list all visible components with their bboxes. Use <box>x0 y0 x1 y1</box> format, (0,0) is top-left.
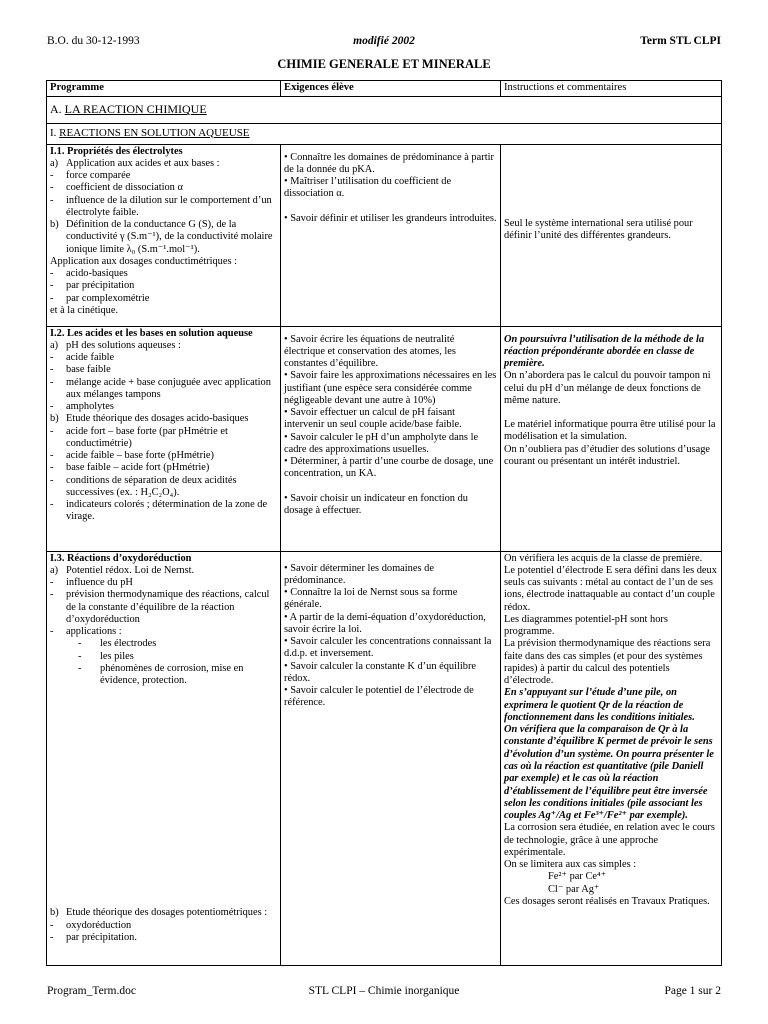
program-list-item <box>50 170 277 182</box>
program-list-item <box>50 426 277 451</box>
section-i-row <box>47 123 722 144</box>
block-3-title: I.3. Réactions d’oxydoréduction <box>50 552 192 564</box>
header-class: Term STL CLPI <box>640 35 721 47</box>
requirement-item: • Savoir écrire les équations de neutralité électrique et conservation des atomes, les constantes d’équilibre. <box>284 333 456 370</box>
list-text: coefficient de dissociation α <box>66 182 183 194</box>
list-text: et à la cinétique. <box>50 304 119 316</box>
program-list-item <box>50 377 277 402</box>
list-text: acide faible <box>66 352 115 364</box>
block-3-program <box>47 551 281 965</box>
program-list-item <box>50 577 277 589</box>
program-list-item <box>50 626 277 638</box>
program-list-item <box>50 499 277 524</box>
program-list-item <box>50 256 277 268</box>
program-list-item <box>50 450 277 462</box>
program-list-item <box>50 413 277 425</box>
block-3-requirements <box>281 551 501 965</box>
program-list-item <box>50 920 277 932</box>
program-list-item <box>50 589 277 626</box>
comment-item: Les diagrammes potentiel-pH sont hors programme. <box>504 613 668 638</box>
list-text: les piles <box>100 650 134 662</box>
list-marker: - <box>50 577 54 589</box>
requirement-item <box>284 481 497 493</box>
list-marker: - <box>50 450 54 462</box>
block-3-comment-bold-1: En s’appuyant sur l’étude d’une pile, on exprimera le quotient Qr de la réaction de fonctionnement dans les conditions initiales. <box>504 687 695 723</box>
list-text: oxydoréduction <box>66 919 132 931</box>
list-text: phénomènes de corrosion, mise en évidence, protection. <box>100 662 244 687</box>
requirement-item: • Savoir calculer les concentrations connaissant la d.d.p. et inversement. <box>284 636 492 660</box>
list-marker: - <box>50 499 54 511</box>
list-text: par précipitation. <box>66 931 137 943</box>
program-list-item <box>50 907 277 919</box>
requirement-item: • Savoir calculer la constante K d’un équilibre rédox. <box>284 660 477 684</box>
requirement-item: • Savoir faire les approximations nécessaires en les justifiant (une espèce sera considérée comme négligeable devant une autre à 10%) <box>284 370 497 406</box>
list-text: influence du pH <box>66 577 133 589</box>
comment-item: Le potentiel d’électrode E sera défini dans les deux seuls cas suivants : métal au contact de l’un de ses ions, électrode inattaquable au contact d’un couple rédox. <box>504 564 717 613</box>
titration-case: Cl⁻ par Ag⁺ <box>548 883 600 895</box>
list-marker: - <box>50 626 54 638</box>
block-1-title: I.1. Propriétés des électrolytes <box>50 145 183 157</box>
comment-item: On se limitera aux cas simples : <box>504 859 637 871</box>
comment-item: Le matériel informatique pourra être utilisé pour la modélisation et la simulation. <box>504 419 716 443</box>
list-marker: - <box>50 268 54 280</box>
program-list-item <box>50 158 277 170</box>
list-text: Définition de la conductance G (S), de la conductivité γ (S.m⁻¹), de la conductivité molaire ionique limite λ₀ (S.m⁻¹.mol⁻¹). <box>66 219 273 255</box>
block-2-requirements <box>281 326 501 551</box>
list-text: acide fort – base forte (par pHmétrie et conductimétrie) <box>66 425 228 449</box>
program-table <box>46 80 722 966</box>
comment-item: La corrosion sera étudiée, en relation avec le cours de technologie, grâce à une approche expérimentale. <box>504 822 715 858</box>
requirement-item: • Savoir effectuer un calcul de pH faisant intervenir un seul couple acide/base faible. <box>284 407 462 431</box>
requirement-item: • Maîtriser l’utilisation du coefficient de dissociation α. <box>284 176 452 200</box>
list-marker: - <box>50 292 54 304</box>
requirement-item: • Connaître les domaines de prédominance à partir de la donnée du pKA. <box>284 151 494 175</box>
titration-case: Fe²⁺ par Ce⁴⁺ <box>548 871 607 883</box>
list-text: Etude théorique des dosages acido-basiques <box>66 413 249 425</box>
block-2-title: I.2. Les acides et les bases en solution aqueuse <box>50 327 253 339</box>
block-1-row <box>47 144 722 326</box>
requirement-item: • Savoir calculer le potentiel de l’électrode de référence. <box>284 685 474 709</box>
block-3-row <box>47 551 722 965</box>
block-1-requirements <box>281 144 501 326</box>
program-list-item <box>50 565 277 577</box>
list-text: Potentiel rédox. Loi de Nernst. <box>66 564 195 576</box>
block-1-comments <box>501 144 722 326</box>
list-text: par complexométrie <box>66 292 150 304</box>
list-marker: - <box>50 474 54 486</box>
requirement-item: • Savoir choisir un indicateur en fonction du dosage à effectuer. <box>284 492 468 516</box>
col-header-exigences: Exigences élève <box>281 81 501 97</box>
list-text: force comparée <box>66 170 131 182</box>
table-header-row <box>47 81 722 97</box>
program-sub-item <box>50 651 277 663</box>
list-text: prévision thermodynamique des réactions, calcul de la constante d’équilibre de la réaction d’oxydoréduction <box>66 589 270 625</box>
requirement-item <box>284 201 497 213</box>
program-list-item <box>50 401 277 413</box>
block-2-comments <box>501 326 722 551</box>
section-a-label: A. <box>50 102 62 117</box>
list-marker: - <box>50 931 54 943</box>
list-marker: b) <box>50 907 59 919</box>
list-marker: - <box>50 919 54 931</box>
list-marker: - <box>78 638 82 650</box>
comment-item: On n’abordera pas le calcul du pouvoir tampon ni celui du pH d’un mélange de deux fonctions de même nature. <box>504 370 711 406</box>
program-list-item <box>50 268 277 280</box>
list-text: indicateurs colorés ; détermination de la zone de virage. <box>66 499 268 523</box>
block-2-program <box>47 326 281 551</box>
list-marker: a) <box>50 339 59 351</box>
list-text: acide faible – base forte (pHmétrie) <box>66 450 214 462</box>
program-sub-item <box>50 638 277 650</box>
list-marker: - <box>50 425 54 437</box>
list-text: Application aux dosages conductimétriques : <box>50 255 237 267</box>
comment-item: On n’oubliera pas d’étudier des solutions d’usage courant ou présentant un intérêt industriel. <box>504 443 711 467</box>
block-3-comment-bold-2: On vérifiera que la comparaison de Qr à la constante d’équilibre K permet de prévoir le sens d’évolution d’un système. On pourra présenter le cas où la réaction est quantitative (pile Daniell par exemple) et le cas où la réaction d’établissement de l’équilibre peut être inversée selon les conditions initiales (pile associant les couples Ag⁺/Ag et Fe³⁺/Fe²⁺ par exemple). <box>504 724 714 822</box>
program-list-item <box>50 932 277 944</box>
list-marker: - <box>50 352 54 364</box>
list-marker: - <box>50 280 54 292</box>
list-text: Etude théorique des dosages potentiométriques : <box>66 907 268 919</box>
list-marker: - <box>78 650 82 662</box>
program-list-item <box>50 462 277 474</box>
list-text: acido-basiques <box>66 268 128 280</box>
list-marker: - <box>50 401 54 413</box>
page-footer <box>47 985 721 999</box>
list-text: les électrodes <box>100 638 157 650</box>
section-a-title: LA REACTION CHIMIQUE <box>64 102 207 117</box>
block-2-row <box>47 326 722 551</box>
col-header-programme: Programme <box>47 81 281 97</box>
list-marker: a) <box>50 564 59 576</box>
footer-page-number: Page 1 sur 2 <box>664 985 721 997</box>
list-marker: a) <box>50 157 59 169</box>
list-marker: - <box>50 170 54 182</box>
section-a-row <box>47 96 722 123</box>
block-3-comments <box>501 551 722 965</box>
footer-filename: Program_Term.doc <box>47 985 136 997</box>
list-text: conditions de séparation de deux acidités successives (ex. : H₂C₂O₄). <box>66 474 237 498</box>
program-list-item <box>50 352 277 364</box>
list-text: Application aux acides et aux bases : <box>66 157 220 169</box>
footer-subject: STL CLPI – Chimie inorganique <box>308 985 460 997</box>
comment-item <box>504 407 718 419</box>
program-list-item <box>50 340 277 352</box>
list-marker: b) <box>50 219 59 231</box>
comment-item: La prévision thermodynamique des réactions sera faite dans des cas simples (et pour des systèmes rapides) à partir du calcul des potentiels d’électrode. <box>504 638 711 687</box>
block-3-comment-end: Ces dosages seront réalisés en Travaux Pratiques. <box>504 895 710 907</box>
list-text: ampholytes <box>66 401 114 413</box>
requirement-item: • Déterminer, à partir d’une courbe de dosage, une concentration, un KA. <box>284 456 494 480</box>
list-marker: - <box>50 182 54 194</box>
list-text: base faible – acide fort (pHmétrie) <box>66 462 210 474</box>
list-text: mélange acide + base conjuguée avec application aux mélanges tampons <box>66 376 271 400</box>
list-marker: - <box>50 589 54 601</box>
document-title: CHIMIE GENERALE ET MINERALE <box>277 57 491 71</box>
list-marker: - <box>50 364 54 376</box>
page-header <box>47 35 721 49</box>
program-list-item <box>50 219 277 256</box>
requirement-item: • Savoir définir et utiliser les grandeurs introduites. <box>284 212 497 224</box>
program-list-item <box>50 182 277 194</box>
requirement-item: • Savoir calculer le pH d’un ampholyte dans le cadre des approximations usuelles. <box>284 431 479 455</box>
list-marker: - <box>50 376 54 388</box>
list-text: applications : <box>66 626 122 638</box>
list-text: base faible <box>66 364 111 376</box>
list-marker: - <box>50 194 54 206</box>
list-text: influence de la dilution sur le comportement d’un électrolyte faible. <box>66 194 272 218</box>
block-2-comment-bold: On poursuivra l’utilisation de la méthode de la réaction prépondérante abordée en classe de première. <box>504 333 705 370</box>
col-header-instructions: Instructions et commentaires <box>501 81 722 97</box>
program-list-item <box>50 364 277 376</box>
section-i-title: REACTIONS EN SOLUTION AQUEUSE <box>59 126 250 139</box>
block-1-program <box>47 144 281 326</box>
list-marker: - <box>50 462 54 474</box>
program-list-item <box>50 195 277 220</box>
program-list-item <box>50 280 277 292</box>
comment-item: On vérifiera les acquis de la classe de première. <box>504 552 703 564</box>
header-modified: modifié 2002 <box>353 35 415 47</box>
list-marker: - <box>78 662 82 674</box>
requirement-item: • A partir de la demi-équation d’oxydoréduction, savoir écrire la loi. <box>284 611 486 635</box>
program-list-item <box>50 475 277 500</box>
section-i-label: I. <box>50 126 57 139</box>
header-date: B.O. du 30-12-1993 <box>47 35 140 47</box>
program-list-item <box>50 305 277 317</box>
list-text: pH des solutions aqueuses : <box>66 339 181 351</box>
program-sub-item <box>50 663 277 688</box>
program-list-item <box>50 293 277 305</box>
requirement-item: • Connaître la loi de Nernst sous sa forme générale. <box>284 587 458 611</box>
comment-item: Seul le système international sera utilisé pour définir l’unité des différentes grandeurs. <box>504 217 693 241</box>
requirement-item: • Savoir déterminer les domaines de prédominance. <box>284 562 434 586</box>
list-text: par précipitation <box>66 280 135 292</box>
list-marker: b) <box>50 413 59 425</box>
